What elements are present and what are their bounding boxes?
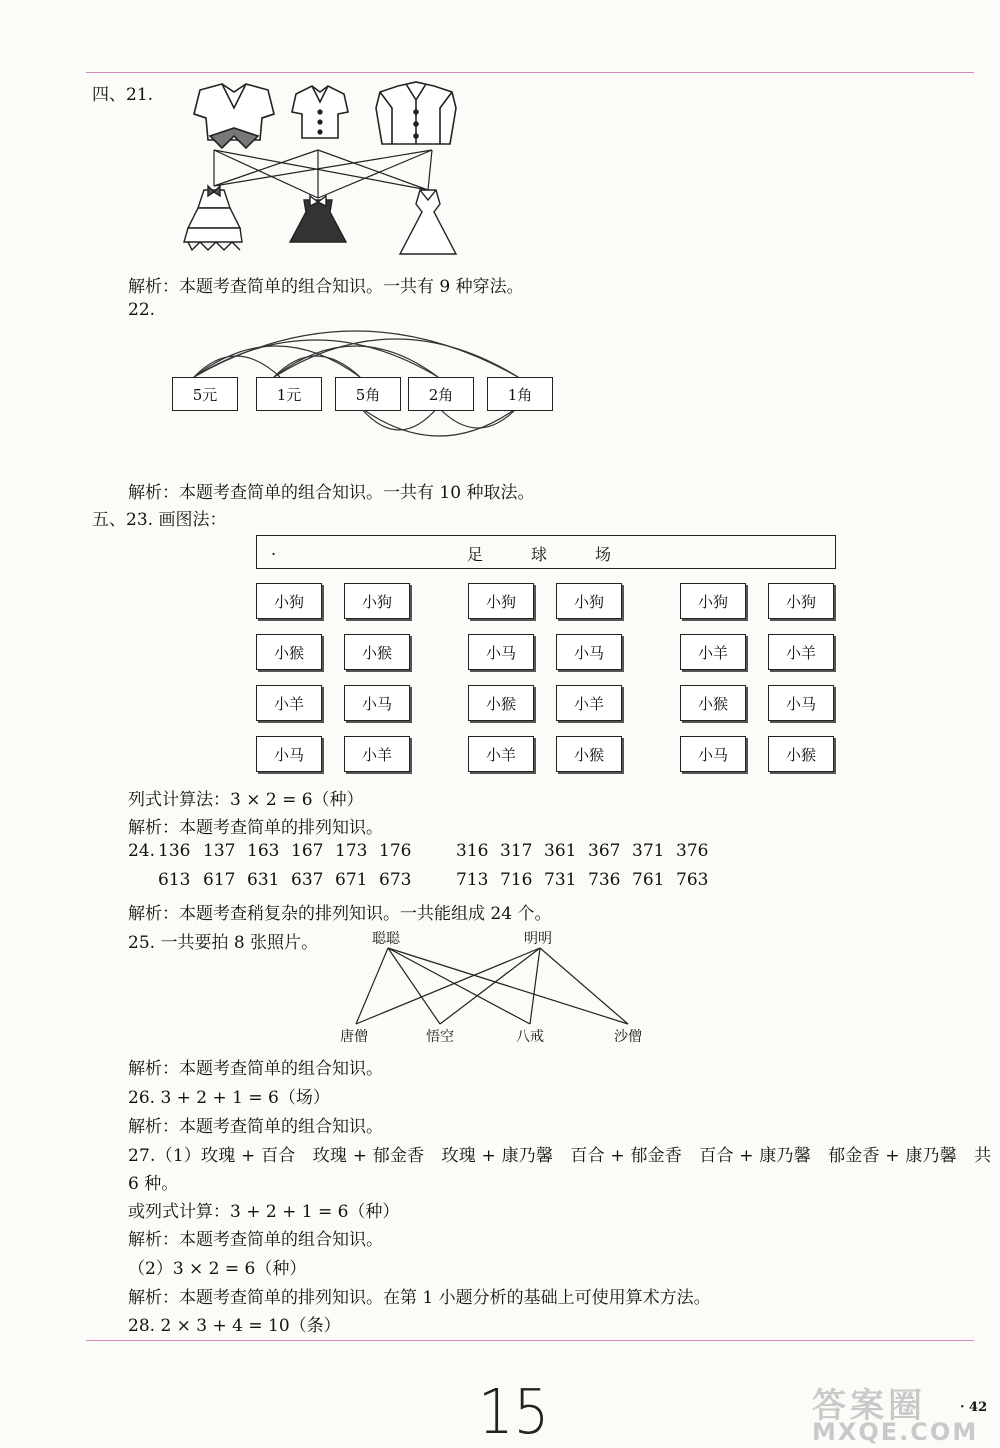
q27-part1-line1: 27.（1）玫瑰 + 百合 玫瑰 + 郁金香 玫瑰 + 康乃馨 百合 + 郁金香 百合 + 康乃馨 郁金香 + 康乃馨 共: [128, 1146, 992, 1166]
q22-analysis: 解析：本题考查简单的组合知识。一共有 10 种取法。: [128, 483, 535, 503]
q24-number: 163: [247, 841, 280, 861]
q24-number: 361: [544, 841, 577, 861]
shirt-icon: [194, 84, 274, 148]
clothes-matching-figure: [170, 78, 490, 263]
animal-box: 小羊: [344, 736, 410, 772]
animal-box: 小羊: [680, 634, 746, 670]
coin-box-2: 1元: [256, 377, 322, 411]
q24-number: 316: [456, 841, 489, 861]
field-title: 足 球 场: [467, 545, 612, 564]
q24-number: 673: [379, 870, 412, 890]
q24-number: 167: [291, 841, 324, 861]
q23-analysis: 解析：本题考查简单的排列知识。: [128, 818, 383, 838]
field-dot: .: [271, 540, 277, 559]
page-number: · 42: [960, 1400, 988, 1415]
animal-box: 小狗: [680, 583, 746, 619]
q24-number: 671: [335, 870, 368, 890]
animal-box: 小猴: [256, 634, 322, 670]
q24-number: 367: [588, 841, 621, 861]
q24-number: 173: [335, 841, 368, 861]
animal-box: 小羊: [768, 634, 834, 670]
animal-box: 小马: [680, 736, 746, 772]
handwritten-page-number: 15: [478, 1376, 550, 1448]
q25-top-2: 明明: [524, 931, 552, 947]
q27-part2: （2）3 × 2 = 6（种）: [128, 1259, 307, 1279]
q24-number: 716: [500, 870, 533, 890]
q25-bottom-2: 悟空: [426, 1029, 454, 1045]
animal-box: 小狗: [468, 583, 534, 619]
q24-number: 713: [456, 870, 489, 890]
q23-formula: 列式计算法：3 × 2 = 6（种）: [128, 790, 364, 810]
animal-box: 小猴: [344, 634, 410, 670]
animal-box: 小羊: [556, 685, 622, 721]
q28-text: 28. 2 × 3 + 4 = 10（条）: [128, 1316, 341, 1336]
coin-box-4: 2角: [408, 377, 474, 411]
q24-number: 736: [588, 870, 621, 890]
q24-number: 731: [544, 870, 577, 890]
q27-part1-line2: 6 种。: [128, 1174, 179, 1194]
animal-box: 小猴: [768, 736, 834, 772]
animal-box: 小马: [556, 634, 622, 670]
q23-label: 五、23. 画图法：: [92, 510, 227, 530]
animal-box: 小狗: [256, 583, 322, 619]
frilly-skirt-icon: [184, 186, 242, 250]
bottom-rule: [86, 1340, 974, 1341]
q24-number: 176: [379, 841, 412, 861]
photo-pairing-lines: [330, 944, 670, 1028]
q24-number: 613: [158, 870, 191, 890]
light-dress-icon: [400, 190, 456, 254]
top-rule: [86, 72, 974, 73]
q24-number: 136: [158, 841, 191, 861]
coin-box-5: 1角: [487, 377, 553, 411]
animal-box: 小羊: [468, 736, 534, 772]
q27-analysis1: 解析：本题考查简单的组合知识。: [128, 1230, 383, 1250]
q24-number: 617: [203, 870, 236, 890]
q21-analysis: 解析：本题考查简单的组合知识。一共有 9 种穿法。: [128, 277, 524, 297]
watermark-logo: 答案圈: [812, 1386, 926, 1426]
q24-number: 631: [247, 870, 280, 890]
q24-number: 137: [203, 841, 236, 861]
q24-number: 637: [291, 870, 324, 890]
q25-top-1: 聪聪: [372, 931, 400, 947]
watermark-url: MXQE.COM: [812, 1418, 979, 1446]
q25-analysis: 解析：本题考查简单的组合知识。: [128, 1059, 383, 1079]
animal-box: 小羊: [256, 685, 322, 721]
animal-box: 小狗: [344, 583, 410, 619]
q27-analysis2: 解析：本题考查简单的排列知识。在第 1 小题分析的基础上可使用算术方法。: [128, 1288, 711, 1308]
q24-number: 317: [500, 841, 533, 861]
coin-box-3: 5角: [335, 377, 401, 411]
q27-alt: 或列式计算：3 + 2 + 1 = 6（种）: [128, 1202, 400, 1222]
q21-label: 四、21.: [92, 85, 154, 105]
q22-label: 22.: [128, 300, 156, 320]
q26-analysis: 解析：本题考查简单的组合知识。: [128, 1117, 383, 1137]
q25-bottom-3: 八戒: [516, 1029, 544, 1045]
animal-box: 小马: [344, 685, 410, 721]
vest-shirt-icon: [376, 82, 456, 144]
q24-analysis: 解析：本题考查稍复杂的排列知识。一共能组成 24 个。: [128, 904, 552, 924]
q25-label: 25. 一共要拍 8 张照片。: [128, 933, 319, 953]
q26-text: 26. 3 + 2 + 1 = 6（场）: [128, 1088, 330, 1108]
animal-box: 小狗: [768, 583, 834, 619]
animal-box: 小猴: [556, 736, 622, 772]
q25-bottom-1: 唐僧: [340, 1029, 368, 1045]
q24-number: 763: [676, 870, 709, 890]
animal-box: 小马: [256, 736, 322, 772]
football-field: [256, 535, 836, 569]
q24-number: 761: [632, 870, 665, 890]
q24-number: 371: [632, 841, 665, 861]
q25-bottom-4: 沙僧: [614, 1029, 642, 1045]
animal-box: 小猴: [468, 685, 534, 721]
blouse-icon: [292, 86, 348, 138]
dark-dress-icon: [290, 196, 346, 242]
animal-box: 小马: [768, 685, 834, 721]
animal-box: 小狗: [556, 583, 622, 619]
q24-number: 376: [676, 841, 709, 861]
animal-box: 小马: [468, 634, 534, 670]
match-lines: [214, 150, 432, 198]
animal-box: 小猴: [680, 685, 746, 721]
q24-label: 24.: [128, 841, 156, 861]
coin-box-1: 5元: [172, 377, 238, 411]
